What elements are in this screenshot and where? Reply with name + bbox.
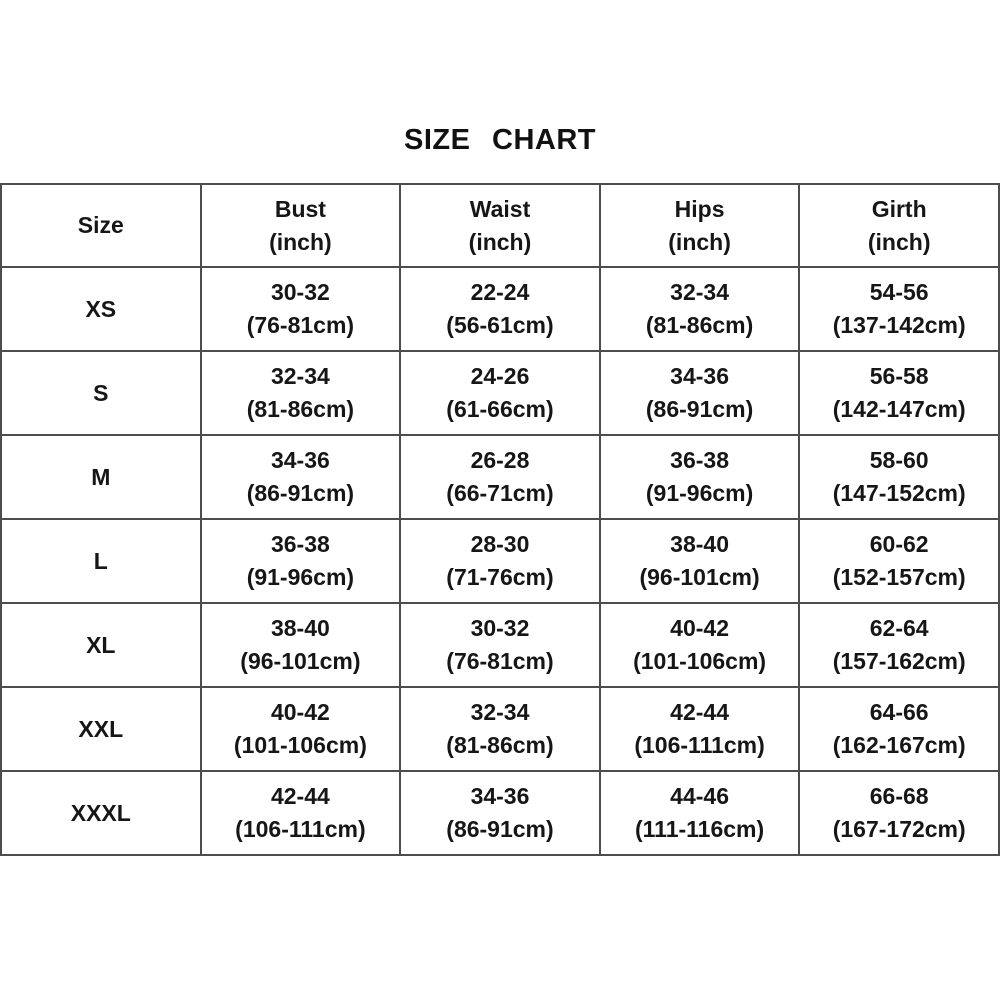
bust-cm-value: (76-81cm) (246, 312, 355, 338)
size-cell (1, 351, 201, 435)
table-row-l (1, 519, 999, 603)
girth-inch-value: 56-58 (869, 363, 929, 389)
table-row-s (1, 351, 999, 435)
size-cell (1, 603, 201, 687)
waist-cell (400, 351, 600, 435)
header-waist-unit: (inch) (468, 228, 532, 255)
size-label: M (91, 463, 111, 490)
size-label: S (93, 379, 109, 406)
girth-cell (799, 687, 999, 771)
waist-cell (400, 687, 600, 771)
girth-cm-value: (152-157cm) (832, 564, 966, 590)
waist-cm-value: (76-81cm) (446, 648, 554, 674)
waist-cm-value: (71-76cm) (446, 564, 554, 590)
table-row-m (1, 435, 999, 519)
header-girth-unit: (inch) (867, 228, 931, 255)
bust-inch-value: 40-42 (270, 699, 330, 725)
waist-cell (400, 519, 600, 603)
hips-inch-value: 44-46 (670, 783, 729, 809)
girth-cell (799, 771, 999, 855)
table-row-xxxl (1, 771, 999, 855)
waist-cm-value: (56-61cm) (446, 312, 554, 338)
bust-cm-value: (81-86cm) (246, 396, 355, 422)
girth-cell (799, 519, 999, 603)
girth-cell (799, 603, 999, 687)
hips-inch-value: 42-44 (670, 699, 729, 725)
header-girth (799, 184, 999, 267)
waist-cm-value: (66-71cm) (446, 480, 554, 506)
hips-cm-value: (91-96cm) (645, 480, 754, 506)
bust-inch-value: 30-32 (270, 279, 330, 305)
girth-inch-value: 60-62 (869, 531, 929, 557)
hips-cell (600, 519, 800, 603)
hips-inch-value: 34-36 (670, 363, 729, 389)
hips-cell (600, 267, 800, 351)
hips-cm-value: (86-91cm) (645, 396, 754, 422)
girth-inch-value: 58-60 (869, 447, 929, 473)
girth-inch-value: 64-66 (869, 699, 929, 725)
header-bust (201, 184, 401, 267)
header-hips-label: Hips (674, 195, 725, 222)
bust-cell (201, 267, 401, 351)
bust-cell (201, 351, 401, 435)
size-cell (1, 519, 201, 603)
bust-cell (201, 519, 401, 603)
girth-inch-value: 62-64 (869, 615, 929, 641)
girth-cell (799, 267, 999, 351)
header-girth-label: Girth (871, 195, 927, 222)
table-row-xxl (1, 687, 999, 771)
bust-cell (201, 687, 401, 771)
girth-cm-value: (167-172cm) (832, 816, 966, 842)
bust-cm-value: (86-91cm) (246, 480, 355, 506)
table-row-xl (1, 603, 999, 687)
waist-cm-value: (61-66cm) (446, 396, 554, 422)
hips-inch-value: 40-42 (670, 615, 729, 641)
header-hips-unit: (inch) (668, 228, 731, 255)
bust-cell (201, 603, 401, 687)
header-size (1, 184, 201, 267)
size-chart-table (0, 183, 1000, 856)
waist-inch-value: 30-32 (470, 615, 530, 641)
bust-cm-value: (91-96cm) (246, 564, 355, 590)
girth-inch-value: 54-56 (869, 279, 929, 305)
header-bust-label: Bust (274, 195, 326, 222)
header-hips (600, 184, 800, 267)
waist-inch-value: 34-36 (470, 783, 530, 809)
bust-cm-value: (106-111cm) (235, 816, 366, 842)
girth-cm-value: (147-152cm) (832, 480, 966, 506)
table-row-xs (1, 267, 999, 351)
waist-inch-value: 32-34 (470, 699, 530, 725)
bust-cell (201, 771, 401, 855)
table-header-row (1, 184, 999, 267)
bust-cm-value: (101-106cm) (233, 732, 367, 758)
page-title: SIZE CHART (404, 124, 596, 156)
waist-cm-value: (81-86cm) (446, 732, 554, 758)
size-cell (1, 435, 201, 519)
size-label: L (93, 547, 108, 574)
girth-cm-value: (142-147cm) (832, 396, 966, 422)
bust-inch-value: 32-34 (270, 363, 330, 389)
size-cell (1, 267, 201, 351)
hips-cm-value: (111-116cm) (634, 816, 765, 842)
hips-cm-value: (96-101cm) (639, 564, 760, 590)
waist-inch-value: 28-30 (470, 531, 530, 557)
waist-cell (400, 771, 600, 855)
header-size-label: Size (77, 212, 124, 238)
bust-inch-value: 36-38 (270, 531, 330, 557)
hips-inch-value: 32-34 (670, 279, 729, 305)
bust-cm-value: (96-101cm) (240, 648, 361, 674)
girth-cell (799, 435, 999, 519)
size-label: XS (85, 295, 117, 322)
size-label: XXXL (70, 799, 131, 826)
girth-inch-value: 66-68 (869, 783, 929, 809)
girth-cell (799, 351, 999, 435)
hips-cell (600, 603, 800, 687)
waist-cell (400, 435, 600, 519)
hips-inch-value: 38-40 (670, 531, 729, 557)
hips-cell (600, 771, 800, 855)
size-cell (1, 687, 201, 771)
girth-cm-value: (157-162cm) (832, 648, 966, 674)
waist-inch-value: 22-24 (470, 279, 530, 305)
girth-cm-value: (162-167cm) (832, 732, 966, 758)
waist-cell (400, 603, 600, 687)
hips-cm-value: (101-106cm) (633, 648, 767, 674)
waist-inch-value: 24-26 (470, 363, 530, 389)
bust-inch-value: 42-44 (270, 783, 330, 809)
header-waist (400, 184, 600, 267)
header-bust-unit: (inch) (269, 228, 332, 255)
bust-inch-value: 34-36 (270, 447, 330, 473)
hips-cell (600, 435, 800, 519)
size-label: XL (86, 631, 116, 658)
header-waist-label: Waist (469, 195, 531, 222)
size-label: XXL (78, 715, 124, 742)
size-cell (1, 771, 201, 855)
girth-cm-value: (137-142cm) (832, 312, 966, 338)
hips-inch-value: 36-38 (670, 447, 729, 473)
bust-inch-value: 38-40 (270, 615, 330, 641)
hips-cm-value: (81-86cm) (645, 312, 754, 338)
hips-cell (600, 687, 800, 771)
waist-cell (400, 267, 600, 351)
bust-cell (201, 435, 401, 519)
hips-cell (600, 351, 800, 435)
hips-cm-value: (106-111cm) (634, 732, 765, 758)
waist-inch-value: 26-28 (470, 447, 530, 473)
waist-cm-value: (86-91cm) (446, 816, 554, 842)
